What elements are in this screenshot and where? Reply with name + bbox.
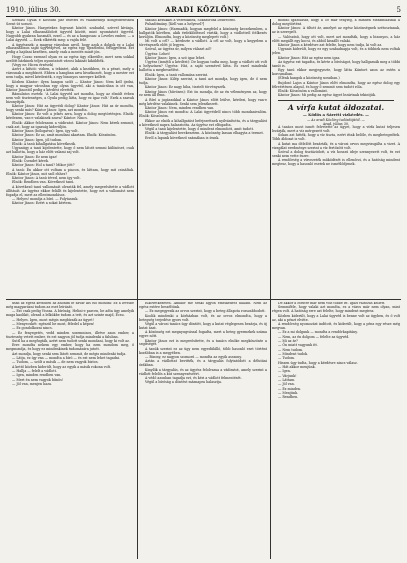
paragraph: — Ezt csak pedig Vissza. A bíróság, Helini-e parcen, be adta ügy amelyik maga kaolikit, olvasd a lelkükbe tudom a tett, és azt szinte majd, Ecsu. bbox=[6, 309, 134, 318]
col3-text-bottom bbox=[272, 126, 400, 167]
paragraph: — Látja, ez így van — mondta a bíró — és ezt nem lehet tagadni. bbox=[12, 355, 121, 360]
paragraph: A következő tanú vallomását olvasták fel, amely megerősítette a vádlott állítását. Az ügyész ekkor felállt és kijelentette, hogy ezt a vallomást nem fogadja el, mert az ellentmondásos. bbox=[6, 184, 134, 197]
paragraph: — Jól van, menjen haza. bbox=[12, 381, 52, 386]
paragraph: Hiszen úgy tudta, hogy a kérdésre nincs válasz. bbox=[278, 360, 358, 365]
paragraph: Kántor János a kérdésre azt felelte, hogy nem tudja, ki volt az. bbox=[278, 42, 383, 47]
paragraph: Kántor János: Kilép szerint, a tanú azt mondja, hogy igen, de ő nem tudja. bbox=[139, 76, 267, 85]
horizontal-rule bbox=[6, 299, 401, 300]
paragraph: Semmiféle, hogy valaki azt mondta, ez a város már nem olyan, mint régen volt. A hatóság erre azt felelte, hogy mindent megtesz. bbox=[272, 305, 400, 314]
paragraph: A Bíró a jogászokkal a Kántor János előtt leülve, kérdezi, hogy van-e még kérdése valakinek. Senki sem jelentkezett. bbox=[139, 97, 267, 106]
paragraph: — Hallja — felelt a vádlott. bbox=[12, 368, 57, 373]
columns bbox=[6, 19, 401, 559]
paragraph: — Ez a mi dolgunk — mondta a rendőrkapitány. bbox=[278, 330, 358, 335]
paragraph: A rendőrség a vízvezeték működését is ellenőrzi, és a hatóság mindent megtesz, hogy a hasonló esetek ne ismétlődjenek. bbox=[272, 158, 400, 167]
paragraph: Elnök: Igen, a tanú vallomása szerint. bbox=[145, 72, 209, 77]
paragraph: Kántor János: Mi pedig az egész ügyet lezártnak tekintjük. bbox=[278, 93, 376, 98]
paragraph: Kántor János: Nem, minden rendben van. bbox=[145, 106, 215, 111]
paragraph: Mi volt a cél? — kérdezte a vádlott. A cél az volt, hogy a kegyelem a törvényszék előtt jó legyen. bbox=[139, 38, 267, 47]
paragraph: — Ez megegyezik az orvos szerint, hogy a beteg állapota rosszabbodott. bbox=[145, 309, 266, 314]
paragraph: — Hát akkor menjünk. bbox=[278, 364, 316, 369]
paragraph: (Vegy ez: Hicen érzések) bbox=[12, 63, 54, 68]
issue-date: 1910. július 30. bbox=[6, 6, 61, 14]
paragraph: Kántor János (bólogatva): Igen, így volt. bbox=[12, 129, 79, 134]
paragraph: A tanács most ismét felvetette az ügyet, hogy a vírfa kutat teljesen lezárják, mert a víz mérgezett volt. bbox=[272, 125, 400, 134]
page-header bbox=[6, 4, 401, 17]
paragraph: Elkövetkezeten. Amikor mé senki agyon emelkedést hallani. Nem az egész estére beszéltünk. bbox=[139, 302, 267, 309]
paragraph: Azt mondja, hogy senki sem látott semmit, de mégis mindenki tudja. bbox=[12, 351, 127, 356]
paragraph: Puhaditmány. [Kell van a helyesel?] bbox=[145, 22, 205, 27]
paragraph: Kántor János ezt mondta: A Lalai ügyvédről nincs több mondanivalóm. Elnök: Köszönöm. bbox=[139, 110, 267, 119]
paragraph: — Nem tudom. bbox=[278, 347, 304, 352]
paragraph: Ugyanis kiderült, hogy ez egy szabadnapja volt, és a többiek nem voltak jelen. bbox=[272, 47, 400, 56]
paragraph: Kántor János: Ez nem igaz! bbox=[12, 154, 58, 159]
column-3-lower bbox=[272, 302, 400, 559]
paragraph: Közben Kántor: ilyen hangon szólt — Kántor János: Nem kell ijedni, hogy a magyar városban egy olyan ügyvéd, aki a tanácsban is ott van, Kántor Jánostól pedig a kérdést elvették. bbox=[6, 79, 134, 92]
paragraph: A közönség ezt megnyugvással fogadta, mert a beteg gyermekek száma egyre nőtt. bbox=[139, 330, 267, 339]
paragraph: Kántor János: Ez nagy hiba, tisztelt törvényszék. bbox=[145, 85, 227, 90]
paragraph: A ügyésznek: a magyar városban arról, hogy azok a dolgok ez a Lalai elhasználóson saját ügyvédjével, az egész egy, újraéledni, felügyelteni. Ezt pedig a hajdani kezében, amely csak a mentés miatt jön. bbox=[6, 42, 134, 55]
paragraph: Elnök: A tárgyalást berekesztem. A közönség lassan elhagyta a termet. bbox=[145, 131, 264, 136]
paragraph: — Igen. bbox=[278, 369, 291, 374]
paragraph: — Mindent tudok. bbox=[278, 351, 309, 356]
paragraph: Szóval a dolog tisztázódott, a víz hosszú ideje szennyezett volt, és ezt senki nem vette észre. bbox=[272, 150, 400, 158]
newspaper-page bbox=[6, 4, 401, 559]
paragraph: — Igen, minden rendben van. bbox=[12, 373, 62, 378]
paragraph: — Láttam. bbox=[278, 378, 296, 383]
paragraph: Egy tanú ekkor megjegyezte, hogy látta Kántort azon az estén a korcsmában. bbox=[272, 68, 400, 77]
paragraph: Elnök: Köszönöm a vallomást. bbox=[278, 89, 328, 94]
newspaper-title: ARADI KÖZLÖNY. bbox=[165, 5, 242, 14]
paragraph: — Valószínű, hogy ott volt, mert azt mondták, hogy a bizonyos, a ház előtt megállt egy kocsi, és abból kiszállt valaki. bbox=[272, 34, 400, 43]
paragraph: mondó igazolását, hogy a 50 már tényleg, a minden elszámolásnál a dolog megtörtént. bbox=[272, 19, 400, 26]
paragraph: után az egész kettőben az anonim fe zavar kis elő mondta: Ez a levélbe még magyarázni tudom az eset leírását. bbox=[6, 302, 134, 309]
paragraph: Kántor János: (Harmadik, hogyan megfelel a közönség kecsekemben, a hallgatók körében, akik érdeklődéssel várták, hogy a vádlottról ítélkezés kerüljön. Elmondta, hogy a közönség meglepett volt.) bbox=[139, 26, 267, 39]
paragraph: — Helyes! mondja a bíró. — Folytassuk. bbox=[12, 196, 79, 201]
paragraph: Elnök: Csendet kérek. bbox=[12, 159, 49, 164]
paragraph: Kántor János. Hargetekes fogvaszt között. szabadul, szívvel kívánja, hogy a Lalai elhasználódott ügyvéd között, mint nyomtatott ügyvéd. Nagyobb gyakran használt, ezzel — és az a hangosan: a Leveles ember, — a Lalai ágyvéd. — Ezek elkérték meg: a vajda felé. bbox=[6, 26, 134, 43]
paragraph: — Várjunk! bbox=[278, 373, 297, 378]
paragraph: (Élénk hangok a közönség soraiban.) bbox=[278, 76, 340, 81]
paragraph: Hogy Cozzo ezennel olyan ez az egész ügy elkerülte, mert nem sokkal azelőtt bárkinek teljes nyomtatott városi lakását kiküldték. bbox=[6, 54, 134, 63]
paragraph: — Menyecskét: egészül be most, féledel a képen! bbox=[12, 321, 95, 326]
section-title: A vírfa kutat áldozatai. bbox=[287, 103, 385, 113]
section-divider bbox=[278, 100, 394, 101]
paragraph: Aztán a vádlottat bevitték, és a tárgyalás folytatódott a délutáni órákban. bbox=[139, 359, 267, 368]
paragraph: — Mert én nem vagyok bűnös! bbox=[12, 377, 64, 382]
column-2-lower bbox=[139, 302, 267, 559]
paragraph: A kutat ma délelőtt bezárták, és a városi orvos megvizsgálta a vizet. A vizsgálat eredménye szerint a víz fertőzött volt. bbox=[272, 141, 400, 150]
paragraph: Kántor János: Ez az, amit mondani akartam. Elnök: Köszönöm. bbox=[12, 133, 117, 138]
paragraph: A tanúk szerint ez az ügy nem egyedülálló, több hasonló eset történt korábban is a megyében. bbox=[139, 346, 267, 355]
paragraph: Végül a városi tanács úgy döntött, hogy a kutat véglegesen bezárja, és új kutat ásat. bbox=[139, 321, 267, 330]
paragraph: — Bizony, ez nagyon szomorú — mondta az egyik asszony. bbox=[145, 355, 242, 360]
paragraph: Szóval, az ügyész úr, milyen választ ad? bbox=[145, 47, 212, 52]
paragraph: A védő azonban tagadja ezt, és kéri a vádlott felmentését. bbox=[145, 376, 242, 381]
column-1-lower bbox=[6, 302, 134, 559]
paragraph: Kántor János: Igen, jól tudom. bbox=[12, 137, 63, 142]
paragraph: — Ön miatt vagyunk itt. bbox=[278, 343, 318, 348]
paragraph: — Helyes. Igen, most mégis megbízzák az ügyet! bbox=[12, 317, 94, 322]
paragraph: Elnök: Rendben van. Következő tanú. bbox=[12, 180, 75, 185]
paragraph: Suttl ha a megfogták, azért nem tudott senki mondani, hogy ki volt az. bbox=[12, 338, 130, 343]
paragraph: Ügyész: Lehet! bbox=[145, 51, 171, 56]
paragraph: — Menjünk. bbox=[278, 391, 299, 396]
paragraph: — Ez gondolkozni nincs. bbox=[12, 326, 53, 331]
col3-text-top bbox=[272, 19, 400, 98]
paragraph: Elnök: Akkor felolvasom a vádiratot. Kántor János: Nem kérek semmit, csak azt, hogy az igazság kiderüljön. bbox=[6, 120, 134, 129]
paragraph: Kántor János: A tanú téved, nem így volt. bbox=[12, 176, 81, 181]
paragraph: Kántor János: Ezért a sokat kértem. bbox=[12, 201, 72, 206]
paragraph: szabad kezükkel a vezetőknek, Sokszorosa Debrecent. bbox=[145, 19, 236, 22]
paragraph: Sokan azt hitték, hogy a víz tiszta, ezért ittak belőle, és megbetegedtek. Több áldozat is volt. bbox=[272, 133, 400, 142]
paragraph: — Tudom. bbox=[278, 356, 295, 361]
paragraph: Kántor János: Hol a tanú? Mikor jött? bbox=[12, 163, 75, 168]
paragraph: Kántor János: A tiltott ár, amelyet az egész közönségnek szétosztanak, az is szerepelt. bbox=[272, 26, 400, 35]
paragraph: Végül a bíróság a döntést másnapra halasztja. bbox=[145, 380, 222, 385]
paragraph: Kántor János: Ez volt a jelzés arra, hogy a dolog megtörténjen. Elnök: kérdezem, van-e valakinek szava? Kántor: Nincs. bbox=[6, 112, 134, 121]
paragraph: Ügyész (ismétli a kérdést): De hogyan tudta meg, hogy a vádlott ott volt a helyszínen? Ügyész: Hát, a saját szemével látta. És ezzel mindenki hallotta a megbeszélést. bbox=[139, 60, 267, 73]
paragraph: Kántor János: Igen, a szó igaz lehet. bbox=[145, 55, 206, 60]
paragraph: Szénási Gyula e Kossuth pár felettei és valamennyi döngedtetésnek Szent üt sorozó. bbox=[6, 19, 134, 26]
paragraph: Kántor János ezt is megerősítette, és a tanács elnöke megköszönte a segítségét. bbox=[139, 338, 267, 347]
paragraph: Végül a tanú kijelentette, hogy ő mindent elmondott, amit tudott. bbox=[145, 127, 254, 132]
paragraph: Ekkor az elnök a kihallgatást befejezettnek nyilvánította, és a tárgyalást a következő napra halasztotta. Az ügyész ezt elfogadta. bbox=[139, 118, 267, 127]
section-byline: — Az aradi Közlöny tudósítójától. — bbox=[307, 117, 365, 122]
paragraph: A tanú: Én akkor ott voltam a piacon, és láttam, hogy mit csináltak. Elnök: Kántor János, mit szól ehhez? bbox=[6, 167, 134, 176]
paragraph: Bujdosó Lajos a Kántor János előtt elmondta, hogy az egész dolog egy félreértésen alapul, és hogy ő semmit sem tudott róla. bbox=[272, 80, 400, 89]
paragraph: — Nem, az én dolgom — felelte az ügyvéd. bbox=[278, 334, 350, 339]
paragraph: Erre mondta nekem egy ember, hogy ha nem mondom meg, ő megmondja, és hogy ez mindenkinek tudomására jutott. bbox=[6, 343, 134, 352]
section-subtitle: — Ködös a Sárréti vízkérdés. — bbox=[303, 112, 369, 118]
paragraph: Kinyílik a tárgyalás, és az ügyész felolvassa a vádiratot, amely szerint a vádlott felelős a kút szennyezéséért. bbox=[139, 367, 267, 376]
paragraph: — Ez minden. bbox=[278, 386, 302, 391]
page-number: 5 bbox=[396, 6, 401, 14]
paragraph: Ugyanúgy a tanú kijelentette, hogy ő nem látott semmi különöset, csak azt hallotta, hogy a ház előtt valami zaj volt. bbox=[6, 146, 134, 155]
paragraph: Közben kiderült, hogy a Lalai ügyvéd is benne volt az ügyben, és ő volt az, aki a pénzt elvitte. bbox=[272, 313, 400, 322]
paragraph: A kettő közben kiderült, hogy az egyik a másik rokona volt. bbox=[12, 364, 112, 369]
paragraph: — Jól van. bbox=[278, 382, 295, 387]
paragraph: Erről a lapunk következő számában is írunk. bbox=[145, 135, 220, 140]
paragraph: Kántor János: Hát az ügyvédi dolog? Kántor János: Hát az úr mondta, hogy senki más? Kántor János: Igen, azt mondta. bbox=[6, 104, 134, 113]
paragraph: Elnök: A tanú kihallgatása következik. bbox=[12, 142, 76, 147]
paragraph: — Tudom, — szólt a másik — de nem vagyok biztos. bbox=[12, 360, 99, 365]
paragraph: Koolik mindenki a kórházban volt, és az orvos elmondta, hogy a betegség terjedése gyors volt. bbox=[139, 313, 267, 322]
paragraph: Kántor János (hűvösen): Ezt ön mondja, de az én véleményem az, hogy ez nem áll fenn. bbox=[139, 89, 267, 98]
paragraph: Kántor János: Hát az egész nem igaz. bbox=[278, 55, 341, 60]
paragraph: A rendőrség nyomozást indított, és kiderült, hogy a pénz egy része még megvan. bbox=[272, 321, 400, 330]
paragraph: — Rendben. bbox=[278, 395, 299, 400]
paragraph: Azért a kifutó: vízben, a tekintet, akik a kezükben, és a pénzt, mely a városnak a megbízott. Ebben a hangban arra hivatkozott, hogy a mester ezt nem tudja, mivel kérdezték, s egy bizonyos szerepre kellett. bbox=[6, 67, 134, 80]
paragraph: — Mi az ár? bbox=[278, 338, 298, 343]
paragraph: Az ügyész ezt tagadta, és kérte a bíróságot, hogy hallgassák meg a többi tanút is. bbox=[272, 59, 400, 68]
paragraph: De akkor a Mester már nem volt többé itt. Igazi változás kellett. bbox=[278, 302, 386, 305]
section-dateline: Arad, július 30. bbox=[322, 121, 350, 126]
paragraph: Bámulatos esetek: 'A Lalai ügyvéd azt mondta, hogy az elmúlt évben nem volt tisztességes, a Gyula pedig látta, hogy ez igaz volt.' Ezek a szavak bizonyítják. bbox=[6, 91, 134, 104]
paragraph: — Ez fenyegetés, vedd minden sosemnincs, illetve azon ember, a tisztesség vetett ember, és ezt nagyon jól tudja mindenki a faluban. bbox=[6, 330, 134, 339]
lower-section bbox=[6, 302, 401, 559]
